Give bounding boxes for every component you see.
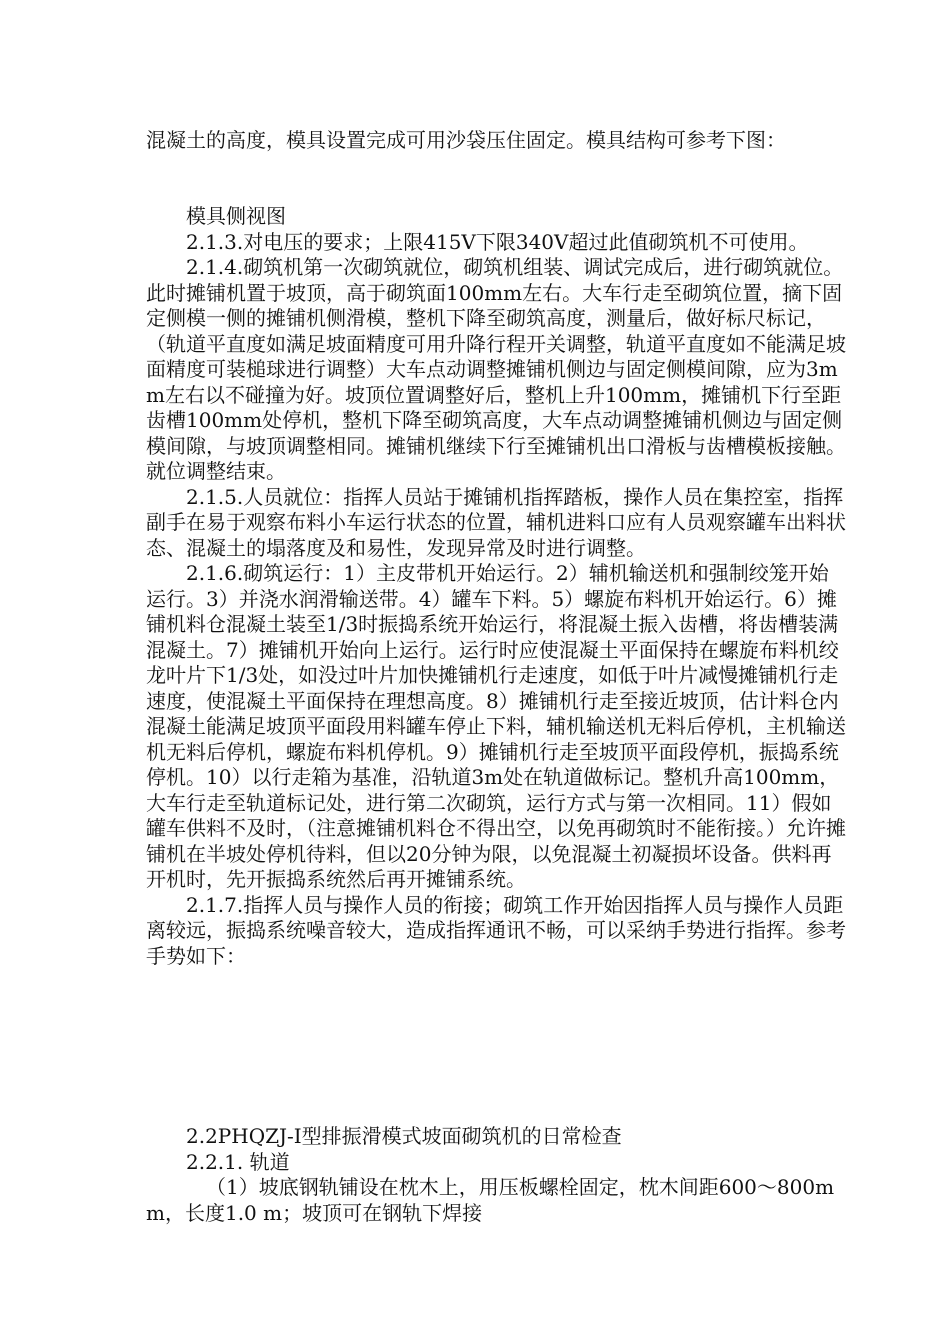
section-heading-2-2-1: 2.2.1. 轨道 bbox=[186, 1149, 290, 1174]
paragraph-2-1-7: 2.1.7.指挥人员与操作人员的衔接；砌筑工作开始因指挥人员与操作人员距离较远，振捣系统噪音较大，造成指挥通讯不畅，可以采纳手势进行指挥。参考手势如下： bbox=[146, 892, 846, 968]
paragraph-2-1-4: 2.1.4.砌筑机第一次砌筑就位，砌筑机组装、调试完成后，进行砌筑就位。此时摊铺机置于坡顶，高于砌筑面100mm左右。大车行走至砌筑位置，摘下固定侧模一侧的摊铺机侧滑模，整机下降至砌筑高度，测量后，做好标尺标记，（轨道平直度如满足坡面精度可用升降行程开关调整，轨道平直度如不能满足坡面精度可装槌球进行调整）大车点动调整摊铺机侧边与固定侧模间隙，应为3mm左右以不碰撞为好。坡顶位置调整好后，整机上升100mm，摊铺机下行至距齿槽100mm处停机，整机下降至砌筑高度，大车点动调整摊铺机侧边与固定侧模间隙，与坡顶调整相同。摊铺机继续下行至摊铺机出口滑板与齿槽模板接触。就位调整结束。 bbox=[146, 255, 846, 483]
section-heading-2-2: 2.2PHQZJ-Ⅰ型排振滑模式坡面砌筑机的日常检查 bbox=[186, 1124, 622, 1148]
figure-caption: 模具侧视图 bbox=[186, 204, 286, 228]
intro-block bbox=[146, 128, 846, 154]
intro-paragraph: 混凝土的高度，模具设置完成可用沙袋压住固定。模具结构可参考下图： bbox=[146, 128, 786, 152]
paragraph-2-2-1-1: （1）坡底钢轨铺设在枕木上，用压板螺栓固定，枕木间距600～800mm，长度1.0 m；坡顶可在钢轨下焊接 bbox=[146, 1175, 835, 1225]
paragraph-2-1-3: 2.1.3.对电压的要求；上限415V下限340V超过此值砌筑机不可使用。 bbox=[186, 229, 809, 254]
paragraph-2-1-5: 2.1.5.人员就位：指挥人员站于摊铺机指挥踏板，操作人员在集控室，指挥副手在易于观察布料小车运行状态的位置，辅机进料口应有人员观察罐车出料状态、混凝土的塌落度及和易性，发现异常及时进行调整。 bbox=[146, 484, 846, 560]
main-block bbox=[146, 204, 846, 969]
section-2-2-block bbox=[146, 1124, 846, 1226]
paragraph-2-1-6: 2.1.6.砌筑运行：1）主皮带机开始运行。2）辅机输送机和强制绞笼开始运行。3）并浇水润滑输送带。4）罐车下料。5）螺旋布料机开始运行。6）摊铺机料仓混凝土装至1/3时振捣系统开始运行，将混凝土振入齿槽，将齿槽装满混凝土。7）摊铺机开始向上运行。运行时应使混凝土平面保持在螺旋布料机绞龙叶片下1/3处，如没过叶片加快摊铺机行走速度，如低于叶片减慢摊铺机行走速度，使混凝土平面保持在理想高度。8）摊铺机行走至接近坡顶，估计料仓内混凝土能满足坡顶平面段用料罐车停止下料，辅机输送机无料后停机，主机输送机无料后停机，螺旋布料机停机。9）摊铺机行走至坡顶平面段停机，振捣系统停机。10）以行走箱为基准，沿轨道3m处在轨道做标记。整机升高100mm，大车行走至轨道标记处，进行第二次砌筑，运行方式与第一次相同。11）假如罐车供料不及时，（注意摊铺机料仓不得出空，以免再砌筑时不能衔接。）允许摊铺机在半坡处停机待料，但以20分钟为限，以免混凝土初凝损坏设备。供料再开机时，先开振捣系统然后再开摊铺系统。 bbox=[146, 561, 846, 891]
